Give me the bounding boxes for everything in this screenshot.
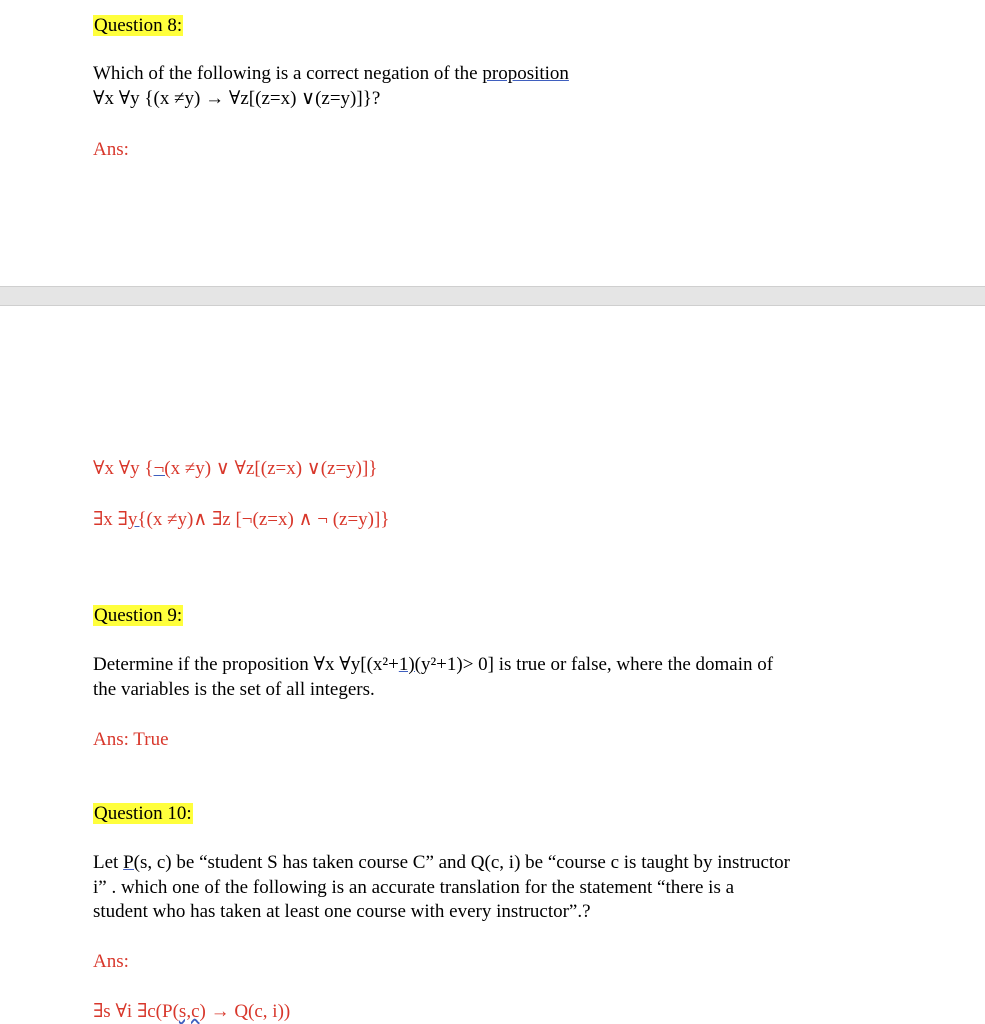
question-10-answer-post: ) → Q(c, i)) [199,1001,291,1022]
question-10-answer-pre: ∃s ∀i ∃c(P( [93,1001,179,1022]
page-break-divider [0,286,985,306]
question-8-title [93,14,183,38]
question-10-text-line1 [93,851,790,875]
question-10-title-highlight: Question 10: [94,803,192,824]
question-9-text-pre: Determine if the proposition ∀x ∀y[(x²+ [93,654,399,675]
question-8-text-line1 [93,62,569,86]
question-8-text-line2: ∀x ∀y {(x ≠y) → ∀z[(z=x) ∨(z=y)]}? [93,88,381,109]
question-10-text-line3: student who has taken at least one course with every instructor”.? [93,901,591,922]
question-8-option-2 [93,508,389,532]
question-9-text-line1 [93,653,773,677]
question-9-title-highlight: Question 9: [94,605,183,626]
question-9-text-line2: the variables is the set of all integers. [93,679,375,700]
question-10-title [93,802,193,826]
question-9-text-underlined: 1)( [398,654,421,675]
question-8-text-proposition: proposition [482,63,569,84]
question-9-answer: Ans: True [93,729,169,750]
question-9-text-post: y²+1)> 0] is true or false, where the domain of [420,654,774,675]
question-10-text-post: s, c) be “student S has taken course C” and Q(c, i) be “course c is taught by instructor [139,852,791,873]
question-8-title-highlight: Question 8: [94,15,183,36]
option-1-post: x ≠y) ∨ ∀z[(z=x) ∨(z=y)]} [170,458,378,479]
question-10-text-line2: i” . which one of the following is an accurate translation for the statement “there is a [93,877,735,898]
option-2-underlined: y{ [127,509,147,530]
option-2-post: (x ≠y)∧ ∃z [¬(z=x) ∧ ¬ (z=y)]} [146,509,390,530]
option-1-pre: ∀x ∀y { [93,458,154,479]
question-8-ans-label: Ans: [93,139,129,160]
question-10-text-underlined: P( [123,852,140,873]
option-2-pre: ∃x ∃ [93,509,128,530]
option-1-underlined: ¬( [153,458,171,479]
question-10-answer-squiggle: s,c [178,1001,200,1022]
question-8-option-1 [93,457,377,481]
question-10-ans-label: Ans: [93,951,129,972]
question-10-text-pre: Let [93,852,124,873]
question-8-text-pre: Which of the following is a correct negation of the [93,63,483,84]
question-9-title [93,604,183,628]
question-10-answer [93,1000,290,1024]
